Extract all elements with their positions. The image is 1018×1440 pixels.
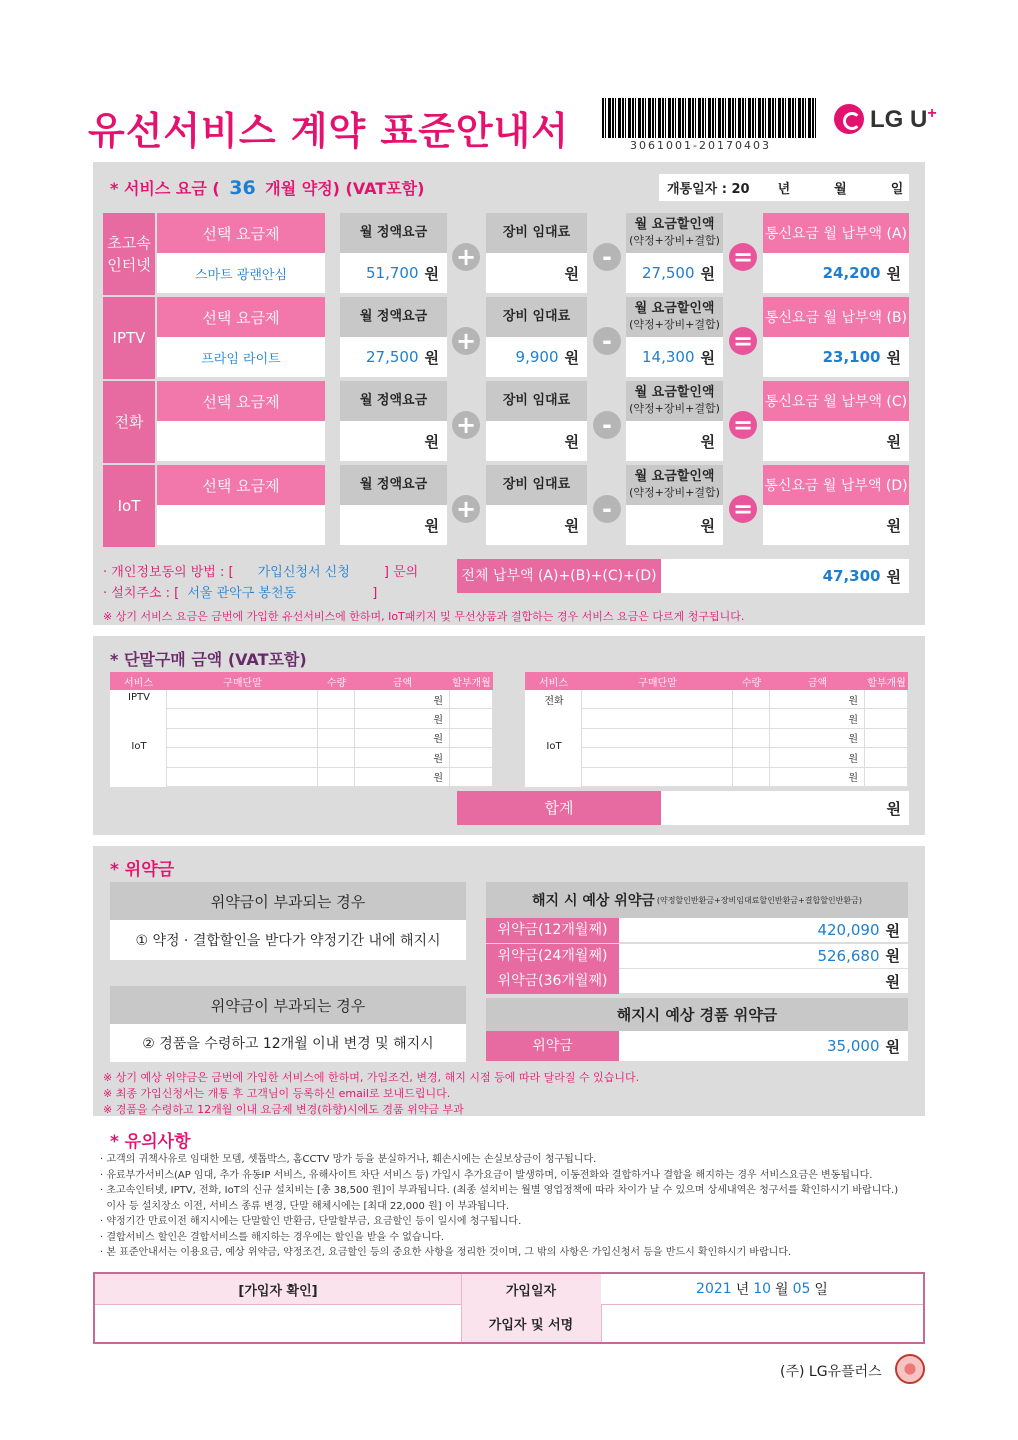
logo-plus: + (927, 104, 937, 122)
gift-penalty-label: 위약금 (486, 1031, 619, 1061)
device-cell: 원 (355, 748, 450, 767)
privacy-method: 가입신청서 신청 (257, 565, 350, 580)
device-cell (167, 709, 318, 728)
plan-value: 스마트 광랜안심 (157, 253, 325, 293)
monthly-fee-header: 월 정액요금 (340, 297, 447, 337)
device-cell (167, 768, 318, 787)
device-service-2: IoT (131, 741, 147, 752)
penalty-case1: ① 약정 · 결합할인을 받다가 약정기간 내에 해지시 (110, 920, 466, 960)
caution-item: · 약정기간 만료이전 해지시에는 단말할인 반환금, 단말할부금, 요금할인 등이 일시에 청구됩니다. (100, 1216, 522, 1227)
plus-icon: + (452, 495, 480, 523)
penalty-title: * 위약금 (110, 860, 175, 880)
contract-months: 36 (229, 177, 256, 199)
equip-fee-header: 장비 임대료 (486, 297, 587, 337)
minus-icon: - (593, 327, 621, 355)
discount-value: 원 (626, 421, 723, 461)
caution-item: · 초고속인터넷, IPTV, 전화, IoT의 신규 설치비는 [총 38,500 원]이 부과됩니다. (최종 설치비는 월별 영업정책에 따라 차이가 날 수 있으며 상세내역은 청구서를 확인하시기 바랍니다.) (100, 1185, 899, 1196)
device-cell: 원 (355, 768, 450, 787)
plan-value (157, 421, 325, 461)
discount-value: 원 (626, 505, 723, 545)
device-cell: 원 (770, 768, 865, 787)
monthly-fee-header: 월 정액요금 (340, 213, 447, 253)
device-cell (318, 729, 355, 748)
penalty-period-label: 위약금(36개월째) (486, 969, 619, 994)
company-name: (주) LG유플러스 (780, 1364, 882, 1380)
address-line: · 설치주소 : [ 서울 관악구 봉천동 ] (103, 586, 378, 601)
device-cell (733, 768, 770, 787)
penalty-period-value: 원 (619, 969, 908, 994)
gift-penalty-value: 35,000 원 (619, 1031, 908, 1061)
device-cell (582, 729, 733, 748)
device-cell (450, 709, 493, 728)
penalty-period-value: 420,090 원 (619, 918, 908, 943)
service-name: 초고속 인터넷 (103, 213, 155, 295)
barcode (602, 98, 817, 138)
device-col-header: 수량 (733, 672, 770, 690)
plan-header: 선택 요금제 (157, 465, 325, 505)
equals-icon: = (729, 495, 757, 523)
equip-fee-header: 장비 임대료 (486, 465, 587, 505)
device-col-header: 서비스 (525, 672, 582, 690)
device-cell (733, 748, 770, 767)
device-service-2: IoT (546, 741, 562, 752)
device-purchase-title: * 단말구매 금액 (VAT포함) (110, 650, 307, 669)
grand-total-label: 전체 납부액 (A)+(B)+(C)+(D) (457, 559, 661, 593)
monthly-fee-value: 51,700 원 (340, 253, 447, 293)
join-date-value: 2021 년 10 월 05 일 (696, 1281, 828, 1298)
device-cell (582, 690, 733, 709)
equip-fee-value: 원 (486, 421, 587, 461)
service-fee-title: * 서비스 요금 ( 36 개월 약정) (VAT포함) (110, 177, 425, 199)
subscriber-sign-area[interactable] (95, 1304, 461, 1342)
plus-icon: + (452, 243, 480, 271)
device-cell: 원 (355, 690, 450, 709)
device-col-header: 구매단말 (167, 672, 318, 690)
penalty-note-3: ※ 경품을 수령하고 12개월 이내 요금제 변경(하향)시에도 경품 위약금 부과 (103, 1103, 464, 1116)
penalty-note-2: ※ 최종 가입신청서는 개통 후 고객님이 등록하신 email로 보내드립니다. (103, 1087, 451, 1100)
penalty-period-label: 위약금(12개월째) (486, 918, 619, 943)
device-col-header: 할부개월 (450, 672, 493, 690)
gift-penalty-header: 해지시 예상 경품 위약금 (486, 998, 908, 1031)
caution-list (100, 1152, 920, 1261)
signature-label: 가입자 및 서명 (461, 1304, 601, 1342)
penalty-period-value: 526,680 원 (619, 944, 908, 969)
device-cell (733, 709, 770, 728)
discount-header: 월 요금할인액 (약정+장비+결합) (626, 381, 723, 421)
device-cell (167, 690, 318, 709)
penalty-case2: ② 경품을 수령하고 12개월 이내 변경 및 해지시 (110, 1024, 466, 1062)
monthly-total-header: 통신요금 월 납부액 (A) (763, 213, 909, 253)
subscriber-confirm-title: [가입자 확인] (95, 1274, 461, 1304)
device-col-header: 할부개월 (865, 672, 908, 690)
monthly-fee-value: 원 (340, 421, 447, 461)
device-cell (733, 690, 770, 709)
device-cell (110, 709, 167, 728)
device-cell (450, 690, 493, 709)
device-cell (865, 690, 908, 709)
join-date-label: 가입일자 (461, 1274, 601, 1304)
device-service-1: IPTV (128, 692, 150, 703)
monthly-total-value: 24,200 원 (763, 253, 909, 293)
device-cell (450, 729, 493, 748)
equip-fee-value: 9,900 원 (486, 337, 587, 377)
device-cell (110, 768, 167, 787)
discount-header: 월 요금할인액 (약정+장비+결합) (626, 213, 723, 253)
device-cell (525, 768, 582, 787)
monthly-total-header: 통신요금 월 납부액 (C) (763, 381, 909, 421)
equip-fee-value: 원 (486, 505, 587, 545)
discount-header: 월 요금할인액 (약정+장비+결합) (626, 465, 723, 505)
barcode-number: 3061001-20170403 (630, 139, 771, 152)
equip-fee-header: 장비 임대료 (486, 381, 587, 421)
device-cell (865, 748, 908, 767)
lg-uplus-logo (834, 104, 937, 134)
penalty-period-label: 위약금(24개월째) (486, 944, 619, 969)
monthly-total-value: 원 (763, 505, 909, 545)
device-cell: 원 (770, 709, 865, 728)
monthly-total-value: 23,100 원 (763, 337, 909, 377)
device-cell: 원 (355, 729, 450, 748)
minus-icon: - (593, 411, 621, 439)
lg-logo-icon (834, 104, 864, 134)
caution-title: * 유의사항 (110, 1132, 191, 1152)
device-cell: 원 (770, 748, 865, 767)
penalty-note-1: ※ 상기 예상 위약금은 금번에 가입한 서비스에 한하며, 가입조건, 변경, 해지 시점 등에 따라 달라질 수 있습니다. (103, 1071, 640, 1084)
monthly-fee-header: 월 정액요금 (340, 465, 447, 505)
caution-item: · 결합서비스 할인은 결합서비스를 해지하는 경우에는 할인을 받을 수 없습니다. (100, 1231, 445, 1243)
open-date-box: 개통일자 : 20 년 월 일 (659, 174, 909, 201)
device-cell (865, 729, 908, 748)
subscriber-column-divider (461, 1274, 462, 1342)
device-sum-label: 합계 (457, 791, 661, 825)
device-cell (582, 748, 733, 767)
privacy-line: · 개인정보동의 방법 : [ 가입신청서 신청 ] 문의 (103, 565, 419, 580)
plus-icon: + (452, 327, 480, 355)
equals-icon: = (729, 327, 757, 355)
penalty-case2-header: 위약금이 부과되는 경우 (110, 986, 466, 1024)
caution-item: · 본 표준안내서는 이용요금, 예상 위약금, 약정조건, 요금할인 등의 중요한 사항을 정리한 것이며, 그 밖의 사항은 가입신청서 등을 반드시 확인하시기 바랍니다. (100, 1247, 792, 1258)
caution-item: · 유료부가서비스(AP 임대, 추가 유동IP 서비스, 유해사이트 차단 서비스 등) 가입시 추가요금이 발생하며, 이동전화와 결합하거나 결합을 해지하는 경우 서비스요금은 변동됩니다. (100, 1169, 873, 1181)
device-cell (167, 748, 318, 767)
device-col-header: 금액 (770, 672, 865, 690)
monthly-total-header: 통신요금 월 납부액 (B) (763, 297, 909, 337)
logo-text: LG U (870, 105, 928, 133)
device-cell (525, 709, 582, 728)
discount-value: 27,500 원 (626, 253, 723, 293)
device-cell (865, 709, 908, 728)
plan-value (157, 505, 325, 545)
monthly-total-value: 원 (763, 421, 909, 461)
caution-item: · 고객의 귀책사유로 임대한 모뎀, 셋톱박스, 홈CCTV 망가 등을 분실하거나, 훼손시에는 손실보상금이 청구됩니다. (100, 1154, 597, 1165)
grand-total-value: 47,300 원 (661, 559, 909, 593)
equals-icon: = (729, 243, 757, 271)
plan-value: 프라임 라이트 (157, 337, 325, 377)
expected-penalty-header: 해지 시 예상 위약금 (약정할인반환금+장비임대료할인반환금+결합할인반환금) (486, 882, 908, 918)
discount-value: 14,300 원 (626, 337, 723, 377)
device-service-1: 전화 (544, 696, 564, 707)
caution-item: 이사 등 설치장소 이전, 서비스 종류 변경, 단말 해체시에는 [최대 22,000 원] 이 부과됩니다. (100, 1200, 510, 1212)
monthly-fee-header: 월 정액요금 (340, 381, 447, 421)
plus-icon: + (452, 411, 480, 439)
company-seal-icon (895, 1354, 925, 1384)
service-name: IPTV (103, 297, 155, 379)
monthly-fee-value: 원 (340, 505, 447, 545)
device-cell: 원 (355, 709, 450, 728)
equals-icon: = (729, 411, 757, 439)
service-name: 전화 (103, 381, 155, 463)
device-cell (733, 729, 770, 748)
device-cell (582, 709, 733, 728)
monthly-total-header: 통신요금 월 납부액 (D) (763, 465, 909, 505)
penalty-case1-header: 위약금이 부과되는 경우 (110, 882, 466, 920)
plan-header: 선택 요금제 (157, 297, 325, 337)
device-sum-value: 원 (661, 791, 909, 825)
device-col-header: 구매단말 (582, 672, 733, 690)
device-cell (318, 768, 355, 787)
device-cell: 원 (770, 690, 865, 709)
minus-icon: - (593, 495, 621, 523)
signature-field[interactable] (601, 1304, 923, 1342)
page-title: 유선서비스 계약 표준안내서 (88, 109, 569, 153)
device-cell: 원 (770, 729, 865, 748)
device-col-header: 금액 (355, 672, 450, 690)
device-cell (582, 768, 733, 787)
discount-header: 월 요금할인액 (약정+장비+결합) (626, 297, 723, 337)
minus-icon: - (593, 243, 621, 271)
device-col-header: 서비스 (110, 672, 167, 690)
device-cell (318, 748, 355, 767)
equip-fee-value: 원 (486, 253, 587, 293)
install-address: 서울 관악구 봉천동 (187, 586, 297, 601)
device-cell (167, 729, 318, 748)
device-cell (450, 748, 493, 767)
service-name: IoT (103, 465, 155, 547)
plan-header: 선택 요금제 (157, 213, 325, 253)
device-cell (318, 690, 355, 709)
service-fee-note: ※ 상기 서비스 요금은 금번에 가입한 유선서비스에 한하며, IoT패키지 및 무선상품과 결합하는 경우 서비스 요금은 다르게 청구됩니다. (103, 610, 745, 623)
device-cell (450, 768, 493, 787)
device-cell (865, 768, 908, 787)
device-col-header: 수량 (318, 672, 355, 690)
monthly-fee-value: 27,500 원 (340, 337, 447, 377)
plan-header: 선택 요금제 (157, 381, 325, 421)
equip-fee-header: 장비 임대료 (486, 213, 587, 253)
device-cell (318, 709, 355, 728)
